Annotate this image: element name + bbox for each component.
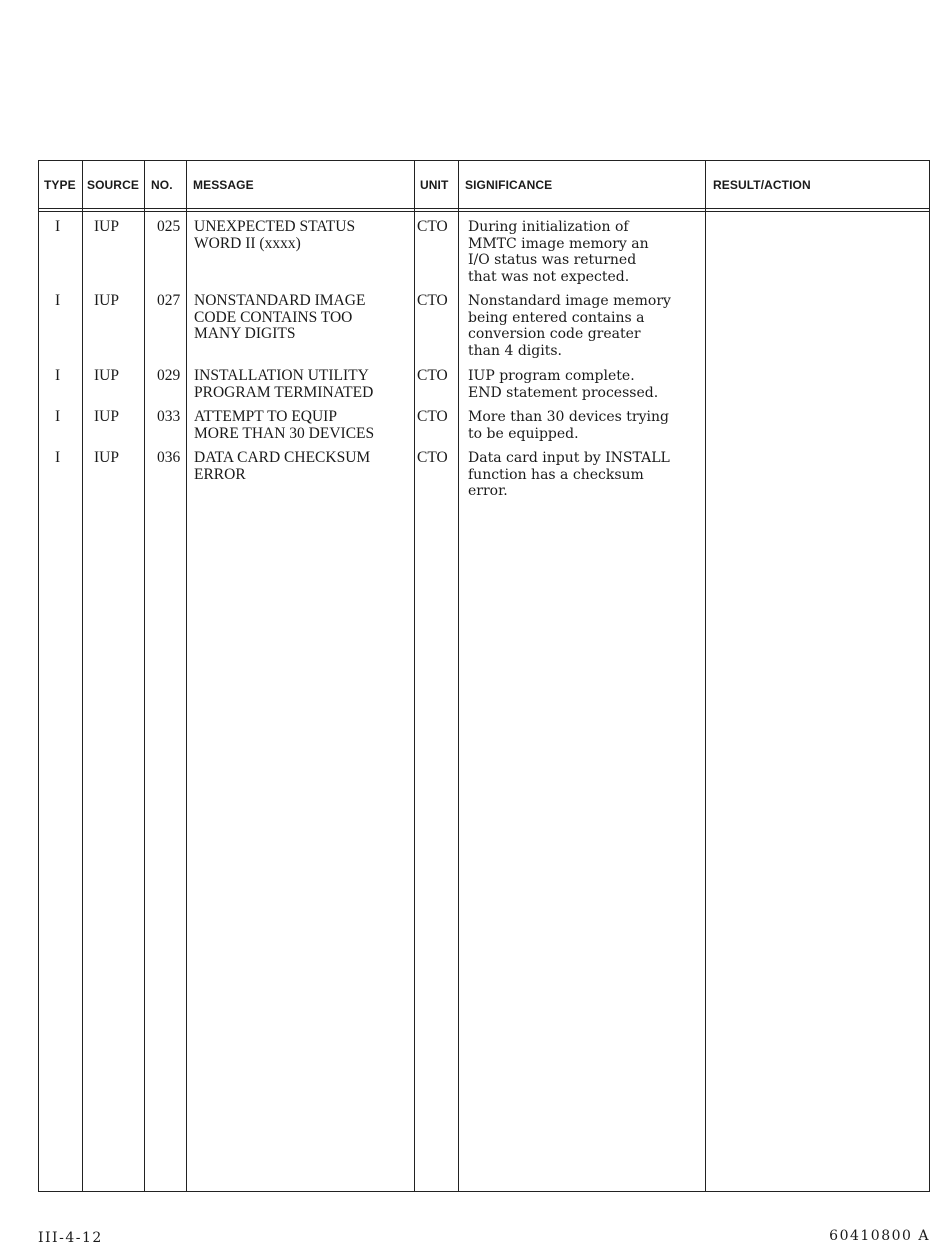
cell-unit: CTO	[417, 367, 448, 384]
cell-unit: CTO	[417, 408, 448, 425]
header-result-action: RESULT/ACTION	[713, 178, 811, 192]
cell-source: IUP	[94, 292, 119, 309]
header-source: SOURCE	[87, 178, 139, 192]
cell-type: I	[55, 367, 61, 384]
cell-source: IUP	[94, 367, 119, 384]
header-type: TYPE	[44, 178, 76, 192]
header-no: NO.	[151, 178, 173, 192]
header-rule	[38, 208, 930, 209]
cell-message: ATTEMPT TO EQUIP MORE THAN 30 DEVICES	[194, 408, 375, 442]
cell-unit: CTO	[417, 449, 448, 466]
cell-source: IUP	[94, 449, 119, 466]
document-number: 60410800 A	[829, 1228, 930, 1244]
column-divider	[414, 160, 415, 1192]
cell-no: 029	[157, 367, 181, 384]
header-rule	[38, 211, 930, 212]
cell-message: INSTALLATION UTILITY PROGRAM TERMINATED	[194, 367, 374, 401]
cell-type: I	[55, 449, 61, 466]
cell-source: IUP	[94, 218, 119, 235]
page-number: III-4-12	[38, 1230, 103, 1246]
cell-message: NONSTANDARD IMAGE CODE CONTAINS TOO MANY DIGITS	[194, 292, 366, 342]
column-divider	[82, 160, 83, 1192]
cell-significance: Data card input by INSTALL function has a checksum error.	[468, 450, 670, 500]
cell-no: 033	[157, 408, 181, 425]
cell-source: IUP	[94, 408, 119, 425]
cell-type: I	[55, 408, 61, 425]
column-divider	[705, 160, 706, 1192]
cell-type: I	[55, 292, 61, 309]
cell-message: DATA CARD CHECKSUM ERROR	[194, 449, 371, 483]
column-divider	[144, 160, 145, 1192]
cell-no: 036	[157, 449, 181, 466]
column-divider	[186, 160, 187, 1192]
cell-type: I	[55, 218, 61, 235]
header-message: MESSAGE	[193, 178, 254, 192]
cell-significance: Nonstandard image memory being entered contains a conversion code greater than 4 digits.	[468, 293, 671, 360]
cell-no: 027	[157, 292, 181, 309]
cell-unit: CTO	[417, 218, 448, 235]
header-unit: UNIT	[420, 178, 449, 192]
cell-significance: More than 30 devices trying to be equipped.	[468, 409, 669, 442]
header-significance: SIGNIFICANCE	[465, 178, 553, 192]
cell-unit: CTO	[417, 292, 448, 309]
cell-significance: During initialization of MMTC image memory an I/O status was returned that was not expected.	[468, 219, 649, 286]
cell-no: 025	[157, 218, 181, 235]
column-divider	[458, 160, 459, 1192]
cell-message: UNEXPECTED STATUS WORD II (xxxx)	[194, 218, 356, 252]
cell-significance: IUP program complete. END statement processed.	[468, 368, 659, 401]
